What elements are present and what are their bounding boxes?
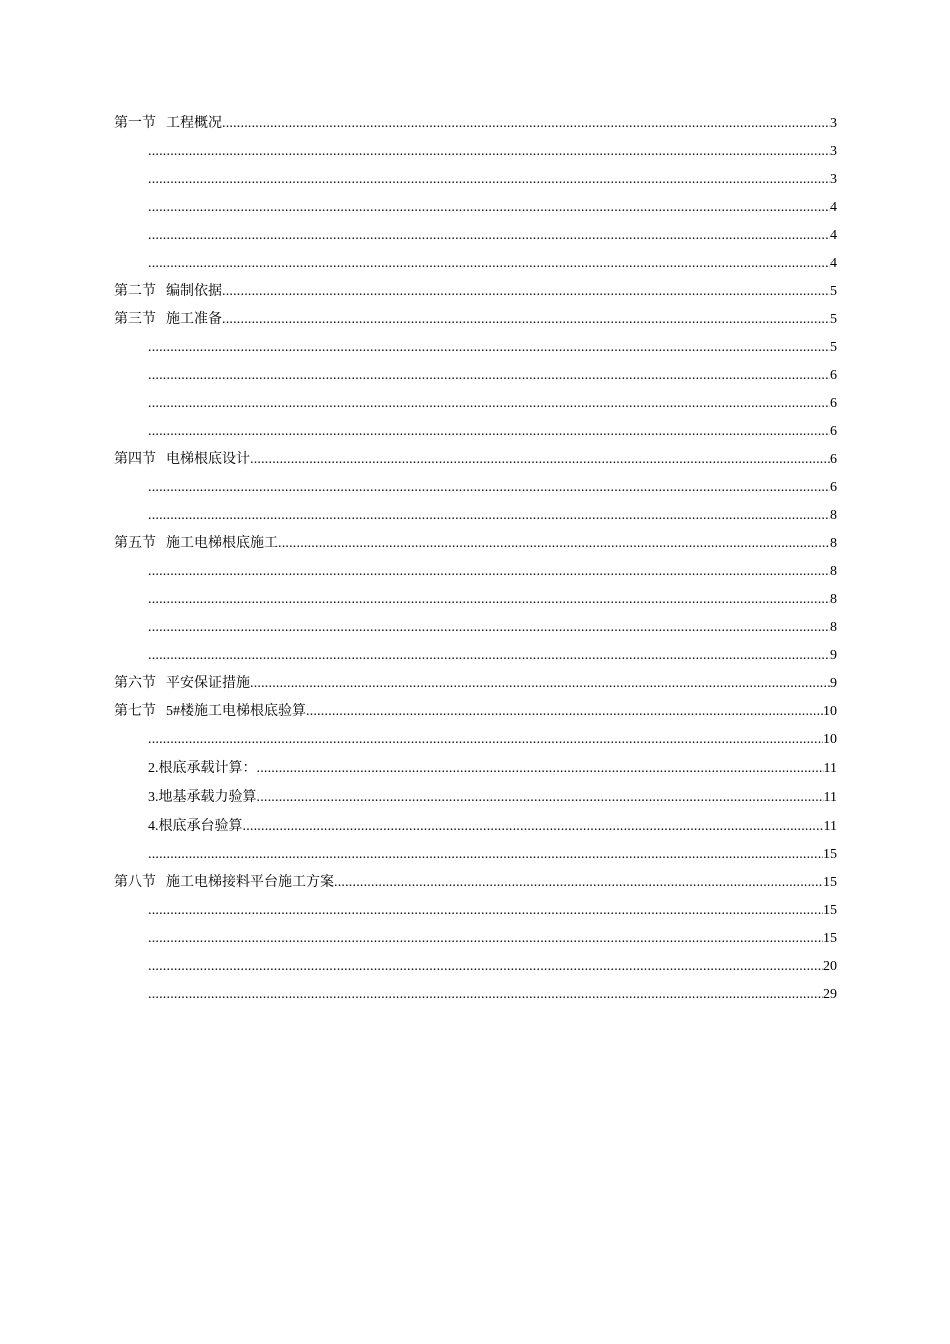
toc-dot-leader [148, 614, 830, 642]
toc-page-number: 11 [823, 790, 837, 805]
toc-page-number: 29 [823, 987, 837, 1002]
toc-dot-leader [257, 783, 824, 812]
toc-dot-leader [148, 925, 823, 953]
toc-page-number: 10 [823, 704, 837, 719]
toc-dot-leader [334, 869, 823, 897]
toc-section-number: 第四节 [114, 452, 156, 467]
toc-entry[interactable] [114, 138, 837, 166]
toc-entry-label [114, 670, 250, 698]
toc-entry[interactable] [114, 586, 837, 614]
toc-dot-leader [148, 502, 830, 530]
toc-dot-leader [148, 841, 823, 869]
toc-dot-leader [222, 278, 830, 306]
toc-entry-label [114, 530, 278, 558]
toc-entry[interactable] [114, 726, 837, 754]
toc-entry[interactable] [114, 897, 837, 925]
toc-section-title: 施工准备 [166, 312, 222, 327]
toc-entry-section-7[interactable] [114, 698, 837, 726]
toc-dot-leader [148, 726, 823, 754]
toc-page-number: 4 [830, 200, 837, 215]
toc-entry-label [114, 278, 222, 306]
toc-page-number: 15 [823, 875, 837, 890]
toc-page-number: 8 [830, 592, 837, 607]
toc-page-number: 11 [823, 761, 837, 776]
toc-section-number: 第五节 [114, 536, 156, 551]
toc-dot-leader [148, 981, 823, 1009]
toc-dot-leader [306, 698, 823, 726]
toc-entry[interactable] [114, 925, 837, 953]
toc-dot-leader [148, 953, 823, 981]
toc-entry-section-4[interactable] [114, 446, 837, 474]
toc-page-number: 9 [830, 676, 837, 691]
toc-section-title: 施工电梯根底施工 [166, 536, 278, 551]
toc-entry[interactable] [114, 418, 837, 446]
toc-entry-label: 4.根底承台验算 [148, 819, 243, 834]
toc-entry[interactable] [114, 558, 837, 586]
toc-section-title: 电梯根底设计 [166, 452, 250, 467]
toc-page-number: 20 [823, 959, 837, 974]
toc-section-title: 5#楼施工电梯根底验算 [166, 704, 306, 719]
toc-dot-leader [148, 558, 830, 586]
toc-dot-leader [243, 812, 824, 841]
toc-section-number: 第七节 [114, 704, 156, 719]
toc-dot-leader [257, 754, 824, 783]
toc-entry[interactable] [114, 250, 837, 278]
toc-page-number: 3 [830, 116, 837, 131]
table-of-contents [114, 110, 837, 1009]
toc-page-number: 5 [830, 312, 837, 327]
toc-section-number: 第八节 [114, 875, 156, 890]
toc-page-number: 6 [830, 396, 837, 411]
toc-dot-leader [148, 418, 830, 446]
toc-dot-leader [148, 586, 830, 614]
toc-page-number: 6 [830, 480, 837, 495]
toc-dot-leader [148, 138, 830, 166]
toc-page-number: 4 [830, 256, 837, 271]
toc-dot-leader [250, 670, 830, 698]
toc-dot-leader [148, 166, 830, 194]
toc-section-number: 第一节 [114, 116, 156, 131]
toc-dot-leader [222, 110, 830, 138]
toc-section-number: 第三节 [114, 312, 156, 327]
toc-dot-leader [148, 222, 830, 250]
toc-section-number: 第二节 [114, 284, 156, 299]
toc-dot-leader [148, 194, 830, 222]
toc-page-number: 8 [830, 620, 837, 635]
toc-page-number: 6 [830, 368, 837, 383]
toc-entry-section-2[interactable] [114, 278, 837, 306]
toc-page-number: 3 [830, 172, 837, 187]
toc-entry-section-8[interactable] [114, 869, 837, 897]
toc-entry-label: 3.地基承载力验算 [148, 790, 257, 805]
toc-page-number: 9 [830, 648, 837, 663]
toc-section-title: 施工电梯接料平台施工方案 [166, 875, 334, 890]
toc-page-number: 6 [830, 452, 837, 467]
toc-entry-label [114, 306, 222, 334]
toc-entry-soil-bearing[interactable] [114, 783, 837, 812]
toc-section-title: 编制依据 [166, 284, 222, 299]
toc-dot-leader [148, 897, 823, 925]
toc-dot-leader [148, 334, 830, 362]
toc-entry-pile-cap[interactable] [114, 812, 837, 841]
toc-dot-leader [250, 446, 830, 474]
toc-section-title: 平安保证措施 [166, 676, 250, 691]
toc-entry-section-3[interactable] [114, 306, 837, 334]
toc-dot-leader [148, 250, 830, 278]
toc-dot-leader [148, 362, 830, 390]
toc-entry-section-6[interactable] [114, 670, 837, 698]
toc-page-number: 15 [823, 931, 837, 946]
toc-entry-section-5[interactable] [114, 530, 837, 558]
toc-page-number: 15 [823, 847, 837, 862]
toc-entry-label [114, 110, 222, 138]
toc-dot-leader [278, 530, 830, 558]
toc-entry[interactable] [114, 502, 837, 530]
toc-page-number: 5 [830, 284, 837, 299]
toc-entry-section-1[interactable] [114, 110, 837, 138]
toc-section-title: 工程概况 [166, 116, 222, 131]
toc-entry[interactable] [114, 194, 837, 222]
toc-entry[interactable] [114, 614, 837, 642]
toc-entry-foundation-load[interactable] [114, 754, 837, 783]
toc-entry-label [114, 869, 334, 897]
toc-page-number: 15 [823, 903, 837, 918]
toc-entry[interactable] [114, 981, 837, 1009]
toc-entry-label: 2.根底承载计算： [148, 761, 257, 776]
toc-page-number: 8 [830, 508, 837, 523]
toc-entry-label [114, 446, 250, 474]
toc-page-number: 8 [830, 564, 837, 579]
toc-entry[interactable] [114, 166, 837, 194]
toc-page-number: 6 [830, 424, 837, 439]
toc-page-number: 4 [830, 228, 837, 243]
toc-page-number: 3 [830, 144, 837, 159]
toc-entry[interactable] [114, 642, 837, 670]
toc-dot-leader [222, 306, 830, 334]
toc-dot-leader [148, 390, 830, 418]
toc-page-number: 11 [823, 819, 837, 834]
toc-dot-leader [148, 642, 830, 670]
toc-entry[interactable] [114, 953, 837, 981]
toc-entry[interactable] [114, 841, 837, 869]
toc-section-number: 第六节 [114, 676, 156, 691]
toc-entry[interactable] [114, 474, 837, 502]
toc-entry[interactable] [114, 222, 837, 250]
toc-entry[interactable] [114, 362, 837, 390]
toc-dot-leader [148, 474, 830, 502]
toc-entry[interactable] [114, 390, 837, 418]
toc-page-number: 8 [830, 536, 837, 551]
toc-page-number: 10 [823, 732, 837, 747]
toc-entry-label [114, 698, 306, 726]
toc-page-number: 5 [830, 340, 837, 355]
toc-entry[interactable] [114, 334, 837, 362]
